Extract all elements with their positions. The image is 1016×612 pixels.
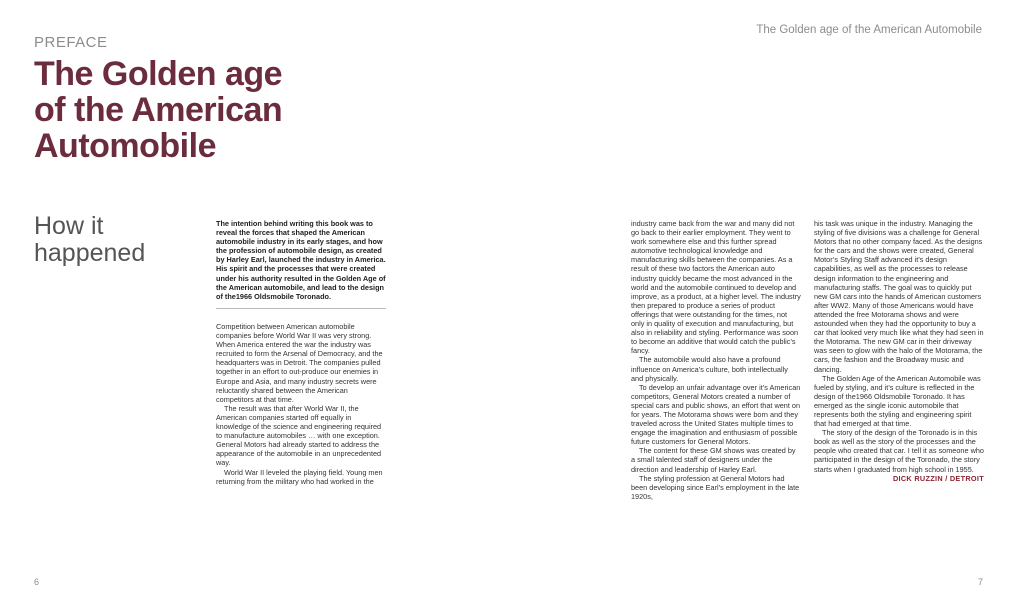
text-column-1 (216, 322, 386, 486)
page-number-right: 7 (978, 577, 984, 587)
body-paragraph: The automobile would also have a profound influence on America’s culture, both intellectually and physically. (631, 355, 788, 383)
body-paragraph: The Golden Age of the American Automobile was fueled by styling, and it’s culture is reflected in the design of the1966 Oldsmobile Toronado. It has emerged as the single iconic automobile that represents both the styling and engineering spirit that had emerged at that time. (814, 373, 981, 429)
body-paragraph: The result was that after World War II, the American companies started off equally in knowledge of the science and engineering required to manufacture automobiles … with one exception. General Motors had already started to address the appearance of the automobile in an unprecedented way. (216, 403, 382, 468)
intro-text: The intention behind writing this book was to reveal the forces that shaped the American automobile industry in its early stages, and how the profession of automobile design, as created by Harley Earl, launched the industry in America. His spirit and the processes that were created under his authority resulted in the Golden Age of the American automobile, and lead to the design of the1966 Oldsmobile Toronado. (216, 219, 386, 301)
page-title-line: Automobile (34, 127, 216, 165)
section-heading (34, 213, 145, 267)
page-title (34, 56, 334, 164)
body-paragraph: industry came back from the war and many did not go back to their earlier employment. They went to work somewhere else and this further spread automotive technological knowledge and manufacturing skills between the companies. As a result of these two factors the American auto industry quickly became the most advanced in the world and the automobile continued to develop and improve, as a product, at a higher level. The industry then prepared to produce a series of product offerings that were outstanding for the times, not only in quality of execution and manufacturing, but also in reliability and styling. Performance was soon to become an additive that would catch the public’s fancy. (631, 219, 801, 356)
body-paragraph: The story of the design of the Toronado is in this book as well as the story of the processes and the people who created that car. I tell it as someone who participated in the design of the Toronado, the story starts when I graduated from high school in 1955. (814, 428, 984, 474)
section-heading-line: happened (34, 239, 146, 267)
body-paragraph: The styling profession at General Motors had been developing since Earl’s employment in the late 1920s, (631, 473, 800, 501)
body-paragraph: To develop an unfair advantage over it’s American competitors, General Motors created a number of special cars and public shows, an effort that went on for years. The Motorama shows were born and they traveled across the United States multiple times to engage the imagination and enthusiasm of possible future customers for General Motors. (631, 382, 801, 447)
page-number-left: 6 (34, 577, 40, 587)
page-title-line: The Golden age (34, 55, 283, 93)
section-heading-line: How it (34, 212, 104, 240)
text-column-3 (814, 219, 984, 483)
author-signature: DICK RUZZIN / DETROIT (892, 473, 984, 483)
body-paragraph: his task was unique in the industry. Managing the styling of five divisions was a challenge for General Motors that no other company faced. As the designs for the cars and the shows were created, General Motor’s Styling Staff advanced it’s design capabilities, as well as the processes to release design information to the engineering and manufacturing staffs. The goal was to quickly put new GM cars into the hands of American customers after WW2. Many of those Americans would have attended the free Motorama shows and were astounded when they had the opportunity to buy a car that looked very much like what they had seen in the Motorama. The new GM car in their driveway was seen to glow with the halo of the Motorama, the cars, the fashion and the Broadway music and dancing. (814, 219, 984, 374)
text-column-2 (631, 219, 801, 501)
intro-paragraph (216, 219, 386, 301)
divider (216, 308, 386, 309)
body-paragraph: The content for these GM shows was created by a small talented staff of designers under the direction and leadership of Harley Earl. (631, 446, 796, 474)
running-head: The Golden age of the American Automobile (756, 24, 982, 36)
body-paragraph: World War II leveled the playing field. Young men returning from the military who had worked in the (216, 467, 383, 486)
preface-label: PREFACE (34, 34, 108, 51)
page-title-line: of the American (34, 91, 283, 129)
body-paragraph: Competition between American automobile companies before World War II was very strong. When America entered the war the industry was recruited to form the Arsenal of Democracy, and the headquarters was in Detroit. The companies pulled together in an effort to out-produce our enemies in Europe and Asia, and many industry secrets were reluctantly shared between the American competitors at that time. (216, 322, 383, 404)
